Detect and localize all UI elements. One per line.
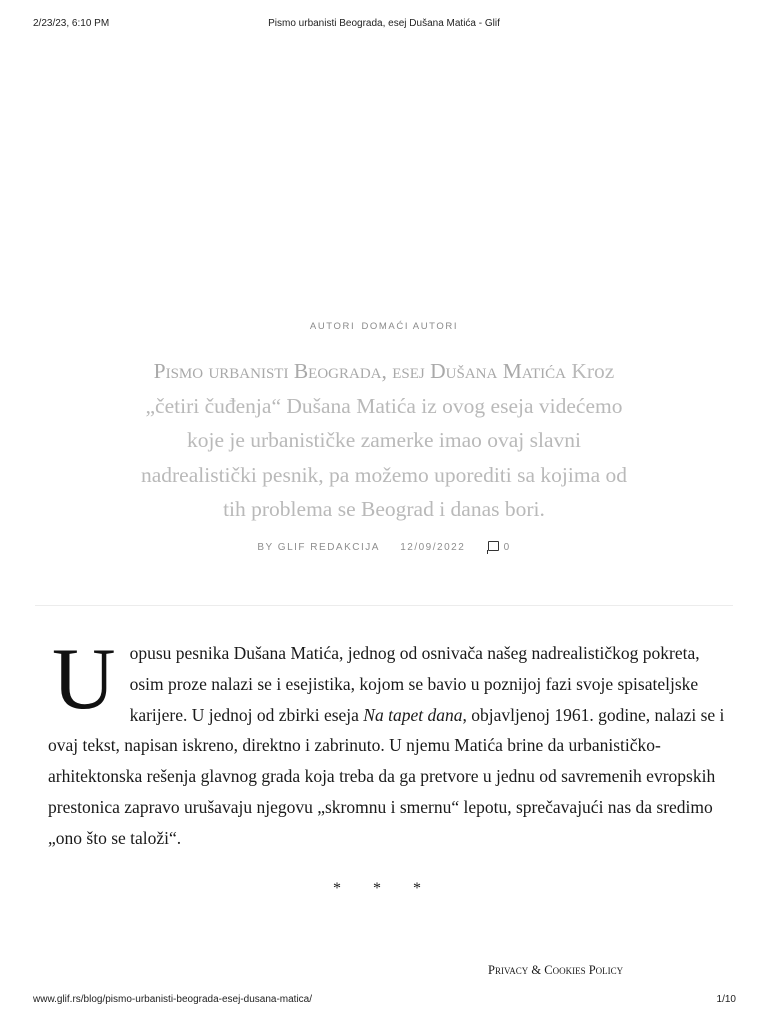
article-date: 12/09/2022 bbox=[400, 542, 466, 553]
article-excerpt: Kroz „četiri čuđenja“ Dušana Matića iz ovog eseja videćemo koje je urbanističke zamerke imao ovaj slavni nadrealistički pesnik, pa možemo uporediti sa kojima od tih problema se Beograd i danas bori. bbox=[140, 359, 628, 521]
print-header bbox=[0, 12, 768, 32]
article-author[interactable]: BY GLIF REDAKCIJA bbox=[257, 542, 380, 553]
print-page-number: 1/10 bbox=[716, 994, 736, 1005]
section-separator: * * * bbox=[333, 880, 435, 897]
category-link-domaci-autori[interactable]: DOMAĆI AUTORI bbox=[361, 321, 459, 332]
print-url: www.glif.rs/blog/pismo-urbanisti-beograda-esej-dusana-matica/ bbox=[33, 994, 313, 1005]
book-title-italic: Na tapet dana bbox=[363, 704, 463, 725]
privacy-cookies-link[interactable]: Privacy & Cookies Policy bbox=[488, 963, 624, 977]
article-meta bbox=[0, 541, 768, 553]
article-title: Pismo urbanisti Beograda, esej Dušana Matića bbox=[153, 359, 566, 383]
comment-icon[interactable] bbox=[488, 541, 499, 551]
print-page-title: Pismo urbanisti Beograda, esej Dušana Matića - Glif bbox=[268, 18, 500, 29]
article-headline bbox=[130, 354, 638, 527]
body-text-part-1: opusu pesnika Dušana Matića, jednog od osnivača našeg nadrealističkog pokreta, osim proze nalazi se i esejistika, kojom se bavio u poznijoj fazi svoje spisateljske karijere. U jednoj od zbirki eseja bbox=[129, 643, 700, 725]
print-datetime: 2/23/23, 6:10 PM bbox=[33, 18, 110, 29]
category-link-autori[interactable]: AUTORI bbox=[309, 321, 356, 332]
print-footer bbox=[0, 994, 768, 1014]
divider bbox=[35, 605, 733, 606]
comment-count[interactable]: 0 bbox=[503, 542, 511, 553]
article-body bbox=[48, 631, 732, 854]
body-text-part-2: , objavljenoj 1961. godine, nalazi se i ovaj tekst, napisan iskreno, direktno i zabrinuto. U njemu Matića brine da urbanističko-arhitektonska rešenja glavnog grada koja treba da ga pretvore u jednu od savremenih evropskih prestonica zapravo urušavaju njegovu „skromnu i smernu“ lepotu, sprečavajući nas da sredimo „ono što se taloži“. bbox=[48, 704, 725, 848]
article-categories bbox=[0, 321, 768, 332]
dropcap: U bbox=[52, 631, 116, 728]
